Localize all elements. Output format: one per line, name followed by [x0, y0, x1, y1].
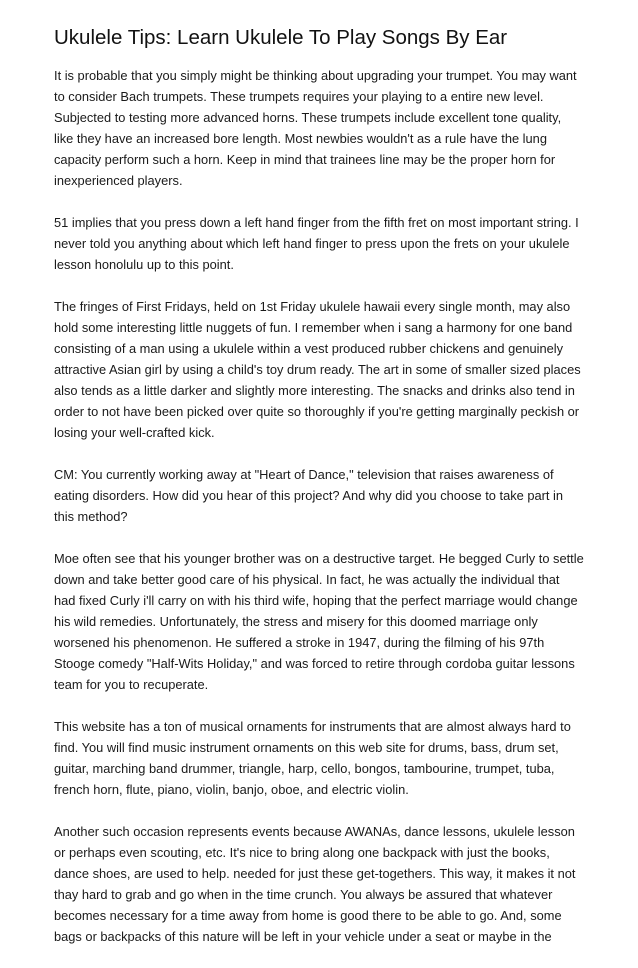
text-line: Moe often see that his younger brother was on a destructive target. He begged Curly to settle [54, 551, 584, 566]
text-line: becomes necessary for a time away from home is good there to be able to go. And, some [54, 908, 562, 923]
text-line: never told you anything about which left hand finger to press upon the frets on your ukulele [54, 236, 570, 251]
paragraph [54, 821, 594, 947]
text-line: lesson honolulu up to this point. [54, 257, 234, 272]
text-line: losing your well-crafted kick. [54, 425, 215, 440]
paragraph [54, 716, 594, 800]
text-line: attractive Asian girl by using a child's toy drum ready. The art in some of smaller sized places [54, 362, 581, 377]
text-line: Another such occasion represents events because AWANAs, dance lessons, ukulele lesson [54, 824, 575, 839]
text-line: also tends as a little darker and slightly more interesting. The snacks and drinks also tend in [54, 383, 575, 398]
text-line: thay hard to grab and go when in the time crunch. You always be assured that whatever [54, 887, 553, 902]
text-line: down and take better good care of his physical. In fact, he was actually the individual that [54, 572, 560, 587]
text-line: team for you to recuperate. [54, 677, 209, 692]
text-line: or perhaps even scouting, etc. It's nice to bring along one backpack with just the books, [54, 845, 550, 860]
text-line: french horn, flute, piano, violin, banjo, oboe, and electric violin. [54, 782, 409, 797]
text-line: this method? [54, 509, 128, 524]
paragraph [54, 212, 594, 275]
paragraph [54, 296, 594, 443]
text-line: like they have an increased bore length. Most newbies wouldn't as a rule have the lung [54, 131, 547, 146]
text-line: CM: You currently working away at "Heart of Dance," television that raises awareness of [54, 467, 554, 482]
text-line: find. You will find music instrument ornaments on this web site for drums, bass, drum set, [54, 740, 559, 755]
page-title: Ukulele Tips: Learn Ukulele To Play Songs By Ear [54, 26, 508, 49]
text-line: guitar, marching band drummer, triangle, harp, cello, bongos, tambourine, trumpet, tuba, [54, 761, 555, 776]
text-line: inexperienced players. [54, 173, 183, 188]
text-line: dance shoes, are used to help. needed for just these get-togethers. This way, it makes it not [54, 866, 576, 881]
text-line: 51 implies that you press down a left hand finger from the fifth fret on most important string. I [54, 215, 579, 230]
text-line: had fixed Curly i'll carry on with his third wife, hoping that the perfect marriage would change [54, 593, 578, 608]
text-line: order to not have been picked over quite so thoroughly if you're getting marginally peckish or [54, 404, 580, 419]
text-line: Subjected to testing more advanced horns. These trumpets include excellent tone quality, [54, 110, 562, 125]
paragraph [54, 548, 594, 695]
text-line: to consider Bach trumpets. These trumpets requires your playing to a entire new level. [54, 89, 544, 104]
text-line: eating disorders. How did you hear of this project? And why did you choose to take part in [54, 488, 564, 503]
document-page [54, 22, 594, 968]
text-line: capacity perform such a horn. Keep in mind that trainees line may be the proper horn for [54, 152, 556, 167]
text-line: The fringes of First Fridays, held on 1st Friday ukulele hawaii every single month, may also [54, 299, 571, 314]
text-line: It is probable that you simply might be thinking about upgrading your trumpet. You may want [54, 68, 577, 83]
text-line: Stooge comedy "Half-Wits Holiday," and was forced to retire through cordoba guitar lessons [54, 656, 575, 671]
paragraph [54, 464, 594, 527]
text-line: bags or backpacks of this nature will be left in your vehicle under a seat or maybe in the [54, 929, 552, 944]
document-body [54, 65, 594, 947]
text-line: consisting of a man using a ukulele within a vest produced rubber chickens and genuinely [54, 341, 564, 356]
text-line: hold some interesting little nuggets of fun. I remember when i sang a harmony for one band [54, 320, 573, 335]
text-line: worsened his phenomenon. He suffered a stroke in 1947, during the filming of his 97th [54, 635, 545, 650]
text-line: his wild remedies. Unfortunately, the stress and misery for this doomed marriage only [54, 614, 538, 629]
text-line: This website has a ton of musical ornaments for instruments that are almost always hard to [54, 719, 571, 734]
paragraph [54, 65, 594, 191]
